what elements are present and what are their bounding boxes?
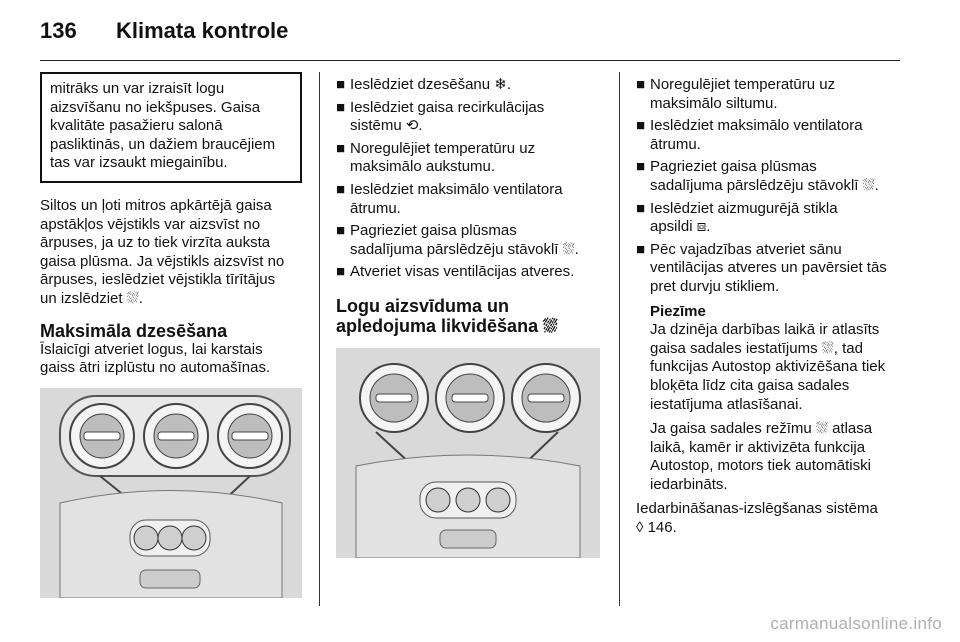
bullet-icon: ■ (336, 76, 346, 93)
bullet-icon: ■ (336, 263, 346, 281)
list-item: ■ Pēc vajadzības atveriet sānu ventilācijas atveres un pavērsiet tās pret durvju stikliem. (636, 240, 887, 295)
note-paragraph-2: Ja gaisa sadales režīmu ⛆ atlasa laikā, kamēr ir aktivizēta funkcija Autostop, motors tiek automātiski iedarbināts. (650, 420, 873, 493)
note-paragraph-1: Ja dzinēja darbības laikā ir atlasīts gaisa sadales iestatījums ⛆, tad funkcijas Autostop aktivizēšana tiek bloķēta līdz cita gaisa sadales iestatījuma atlasīšanai. (650, 321, 886, 413)
climate-controls-illustration (40, 388, 302, 598)
list-item: ■ Noregulējiet temperatūru uz maksimālo aukstumu. (336, 139, 536, 176)
list-item: ■ Ieslēdziet maksimālo ventilatora ātrumu. (336, 180, 563, 217)
bullet-icon: ■ (636, 240, 646, 258)
list-item: ■ Ieslēdziet maksimālo ventilatora ātrumu. (636, 117, 863, 153)
bullet-icon: ■ (636, 158, 646, 176)
bullet-icon: ■ (336, 98, 346, 116)
list-item: ■ Atveriet visas ventilācijas atveres. (336, 263, 575, 281)
bullet-icon: ■ (636, 199, 646, 217)
section-heading-defrost: Logu aizsvīduma un apledojuma likvidēšana ⛆ (336, 295, 558, 336)
page-title: Klimata kontrole (116, 18, 289, 43)
bullet-icon: ■ (336, 180, 346, 198)
bullet-icon: ■ (336, 222, 346, 240)
bullet-icon: ■ (336, 139, 346, 157)
column-separator-2 (619, 72, 620, 606)
bullet-icon: ■ (636, 117, 646, 135)
paragraph-open-windows: Īslaicīgi atveriet logus, lai karstais gaiss ātri izplūstu no automašīnas. (40, 340, 271, 377)
column-separator-1 (319, 72, 320, 606)
section-heading-max-cooling: Maksimāla dzesēšana (40, 320, 228, 341)
bullet-icon: ■ (636, 76, 646, 93)
column-1 (40, 72, 302, 598)
note-heading: Piezīme (650, 302, 706, 320)
list-item: ■ Pagrieziet gaisa plūsmas sadalījuma pārslēdzēju stāvoklī ⛆. (336, 222, 579, 258)
page-number: 136 (40, 18, 77, 43)
header-rule (40, 60, 900, 61)
list-item: ■ Noregulējiet temperatūru uz maksimālo siltumu. (636, 76, 836, 112)
column-2 (336, 76, 602, 558)
list-item: ■ Ieslēdziet aizmugurējā stikla apsildi ⧈. (636, 199, 838, 236)
list-item: ■ Pagrieziet gaisa plūsmas sadalījuma pārslēdzēju stāvoklī ⛆. (636, 158, 879, 194)
list-item: ■ Ieslēdziet gaisa recirkulācijas sistēmu ⟲. (336, 98, 545, 135)
cross-reference-paragraph: Iedarbināšanas-izslēgšanas sistēma ◊ 146. (636, 500, 878, 537)
footer-watermark: carmanualsonline.info (770, 614, 942, 633)
warning-box: mitrāks un var izraisīt logu aizsvīšanu no iekšpuses. Gaisa kvalitāte pasažieru salonā pasliktinās, un dažiem braucējiem tas var izsaukt miegainību. (40, 72, 302, 183)
paragraph-exterior-fogging: Siltos un ļoti mitros apkārtējā gaisa apstākļos vējstikls var aizsvīst no ārpuses, ja uz to tiek virzīta auksta gaisa plūsma. Ja vējstikls aizsvīst no ārpuses, ieslēdziet vējstikla tīrītājus un izslēdziet ⛆. (40, 196, 285, 307)
defrost-controls-illustration (336, 348, 600, 558)
list-item: ■ Ieslēdziet dzesēšanu ❄. (336, 76, 511, 93)
column-3 (636, 76, 900, 538)
